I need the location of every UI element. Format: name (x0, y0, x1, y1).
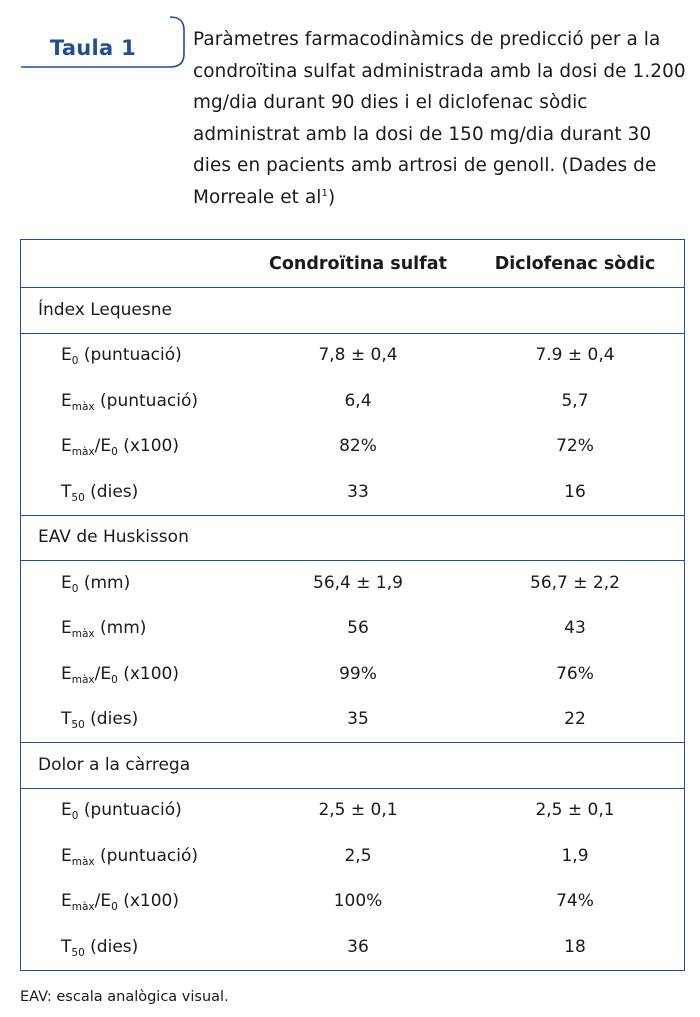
parameter-name (61, 937, 138, 957)
value-condroitina: 56,4 ± 1,9 (313, 572, 403, 593)
group-title: Dolor a la càrrega (38, 754, 191, 775)
value-diclofenac: 74% (556, 891, 594, 912)
table-row (21, 469, 684, 516)
group-title: EAV de Huskisson (38, 527, 189, 548)
value-diclofenac: 16 (564, 481, 586, 502)
value-diclofenac: 7.9 ± 0,4 (535, 345, 615, 366)
value-diclofenac: 72% (556, 436, 594, 457)
value-condroitina: 6,4 (344, 390, 372, 411)
data-table (20, 239, 685, 971)
parameter-sym: T (61, 709, 72, 730)
table-row (21, 651, 684, 697)
parameter-sym: E (61, 845, 72, 866)
parameter-sub: màx (71, 901, 95, 914)
value-condroitina: 56 (347, 618, 369, 639)
value-diclofenac: 76% (556, 663, 594, 684)
caption-reference: 1 (321, 187, 328, 199)
parameter-sub: màx (71, 673, 95, 686)
parameter-sub: màx (71, 400, 95, 413)
table-row (21, 560, 684, 606)
parameter-sym: T (61, 936, 72, 957)
table-header-row (21, 240, 684, 288)
parameter-sub: 0 (71, 355, 79, 368)
parameter-sub: 50 (71, 946, 85, 959)
parameter-sub: 50 (71, 491, 85, 504)
table-footnote: EAV: escala analògica visual. (20, 989, 229, 1005)
parameter-rest: (dies) (84, 481, 139, 502)
table-row (21, 333, 684, 379)
parameter-rest: (puntuació) (78, 345, 182, 366)
table-row (21, 424, 684, 470)
parameter-sub: 0 (71, 582, 79, 595)
value-condroitina: 36 (347, 936, 369, 957)
caption-close: ) (328, 186, 336, 208)
parameter-rest: /E (94, 436, 112, 457)
value-diclofenac: 22 (564, 709, 586, 730)
parameter-sub2: 0 (111, 901, 118, 914)
group-row (21, 287, 684, 334)
parameter-sym: E (61, 390, 72, 411)
column-header-condroitina: Condroïtina sulfat (269, 253, 447, 274)
parameter-name (61, 436, 179, 459)
parameter-name (61, 709, 139, 732)
value-condroitina: 2,5 (344, 845, 372, 866)
parameter-rest: (mm) (78, 572, 131, 593)
parameter-sym: T (61, 481, 72, 502)
parameter-rest2: (x100) (117, 891, 179, 912)
value-condroitina: 7,8 ± 0,4 (318, 345, 398, 366)
parameter-name (61, 800, 182, 823)
parameter-name (61, 573, 130, 593)
group-row (21, 515, 684, 562)
table-row (21, 697, 684, 744)
parameter-sym: E (61, 891, 72, 912)
table-row (21, 879, 684, 925)
parameter-rest2: (x100) (117, 663, 179, 684)
table-row (21, 833, 684, 879)
value-diclofenac: 1,9 (561, 845, 589, 866)
parameter-rest2: (x100) (117, 436, 179, 457)
parameter-rest: (mm) (94, 618, 147, 639)
table-row (21, 924, 684, 970)
value-diclofenac: 5,7 (561, 390, 589, 411)
value-diclofenac: 2,5 ± 0,1 (535, 800, 615, 821)
table-caption (193, 24, 693, 213)
parameter-name (61, 891, 179, 914)
parameter-name (61, 664, 179, 684)
table-row (21, 606, 684, 652)
parameter-rest: (puntuació) (94, 390, 198, 411)
parameter-rest: (dies) (84, 709, 139, 730)
value-condroitina: 2,5 ± 0,1 (318, 800, 398, 821)
value-condroitina: 33 (347, 481, 369, 502)
parameter-sub: màx (71, 628, 95, 641)
parameter-sym: E (61, 618, 72, 639)
value-diclofenac: 56,7 ± 2,2 (530, 572, 620, 593)
parameter-sub2: 0 (111, 673, 118, 686)
table-row (21, 788, 684, 834)
parameter-rest: (puntuació) (94, 845, 198, 866)
parameter-sym: E (61, 800, 72, 821)
group-row (21, 742, 684, 789)
value-condroitina: 99% (339, 663, 377, 684)
parameter-sym: E (61, 436, 72, 457)
parameter-sub: 50 (71, 719, 85, 732)
value-condroitina: 35 (347, 709, 369, 730)
value-condroitina: 100% (333, 891, 383, 912)
parameter-rest: /E (94, 663, 112, 684)
parameter-rest: (dies) (84, 936, 139, 957)
table-tag-label: Taula 1 (49, 36, 137, 60)
parameter-sub: màx (71, 446, 95, 459)
value-condroitina: 82% (339, 436, 377, 457)
parameter-sym: E (61, 663, 72, 684)
parameter-name (61, 618, 147, 641)
parameter-name (61, 391, 198, 411)
parameter-rest: /E (94, 891, 112, 912)
table-tag (20, 16, 185, 68)
value-diclofenac: 18 (564, 936, 586, 957)
parameter-name (61, 846, 198, 866)
parameter-sub: màx (71, 855, 95, 868)
parameter-name (61, 345, 182, 368)
table-row (21, 378, 684, 424)
parameter-sym: E (61, 572, 72, 593)
value-diclofenac: 43 (564, 618, 586, 639)
group-title: Índex Lequesne (38, 299, 172, 320)
parameter-name (61, 482, 138, 502)
parameter-rest: (puntuació) (78, 800, 182, 821)
column-header-diclofenac: Diclofenac sòdic (494, 253, 656, 274)
parameter-sub2: 0 (111, 446, 118, 459)
parameter-sym: E (61, 345, 72, 366)
parameter-sub: 0 (71, 810, 79, 823)
caption-text: Paràmetres farmacodinàmics de predicció per a la condroïtina sulfat administrada amb la dosi de 1.200 mg/dia durant 90 dies i el diclofenac sòdic administrat amb la dosi de 150 mg/dia durant 30 dies en pacients amb artrosi de genoll. (Dades de Morreale et al (193, 29, 686, 208)
